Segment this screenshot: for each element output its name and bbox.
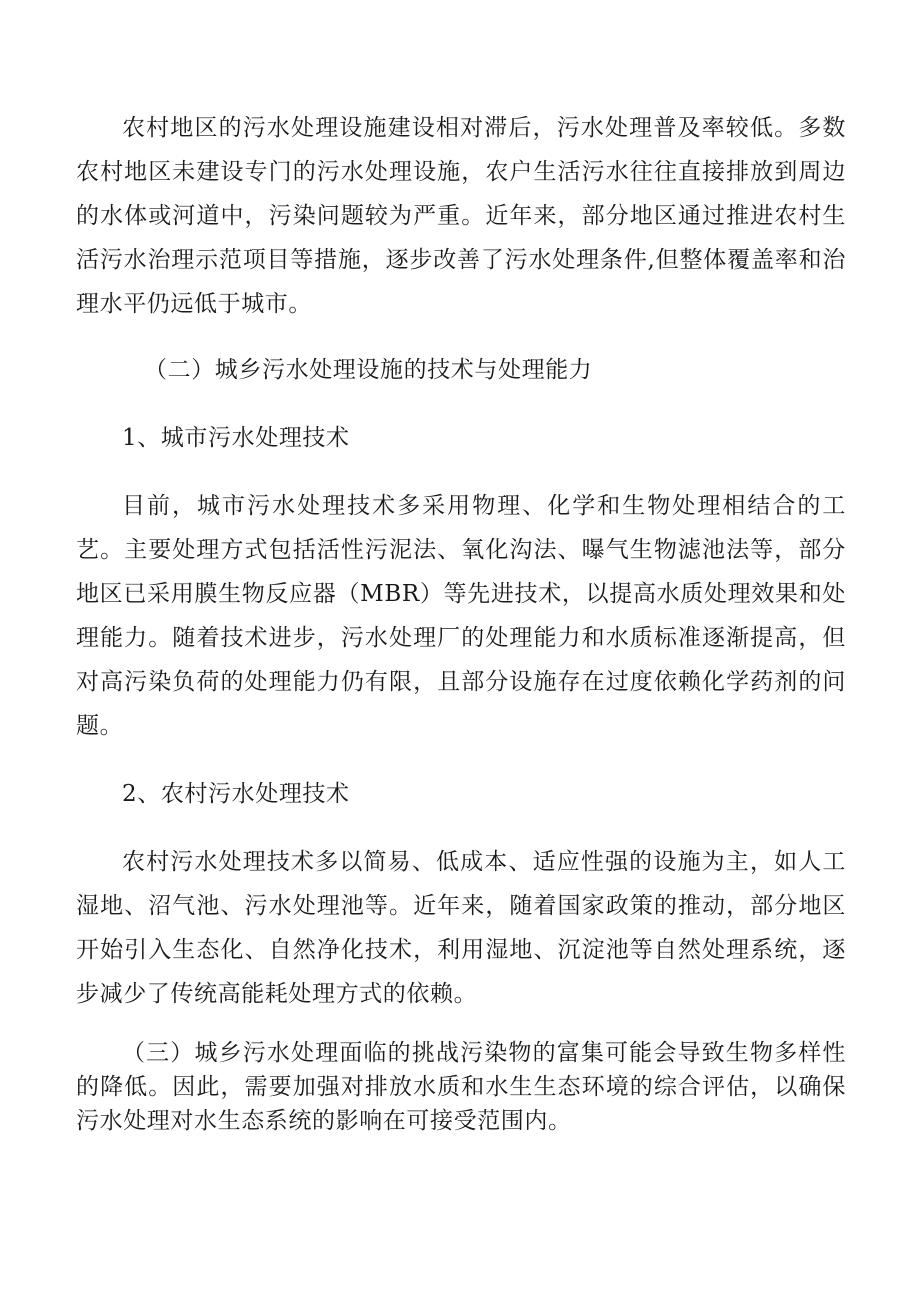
paragraph-rural-facilities: 农村地区的污水处理设施建设相对滞后，污水处理普及率较低。多数农村地区未建设专门的污水处理设施，农户生活污水往往直接排放到周边的水体或河道中，污染问题较为严重。近年来，部分地区通过推进农村生活污水治理示范项目等措施，逐步改善了污水处理条件,但整体覆盖率和治理水平仍远低于城市。 bbox=[76, 115, 846, 317]
section-heading-technology: （二）城乡污水处理设施的技术与处理能力 bbox=[144, 357, 593, 383]
paragraph-urban-technology: 目前，城市污水处理技术多采用物理、化学和生物处理相结合的工艺。主要处理方式包括活性污泥法、氧化沟法、曝气生物滤池法等，部分地区已采用膜生物反应器（MBR）等先进技术，以提高水质处理效果和处理能力。随着技术进步，污水处理厂的处理能力和水质标准逐渐提高，但对高污染负荷的处理能力仍有限，且部分设施存在过度依赖化学药剂的问题。 bbox=[76, 493, 846, 739]
paragraph-challenges: （三）城乡污水处理面临的挑战污染物的富集可能会导致生物多样性的降低。因此，需要加强对排放水质和水生生态环境的综合评估，以确保污水处理对水生态系统的影响在可接受范围内。 bbox=[76, 1040, 846, 1134]
document-page bbox=[76, 106, 846, 1138]
subsection-heading-urban: 1、城市污水处理技术 bbox=[122, 425, 350, 451]
paragraph-rural-technology: 农村污水处理技术多以简易、低成本、适应性强的设施为主，如人工湿地、沼气池、污水处理池等。近年来，随着国家政策的推动，部分地区开始引入生态化、自然净化技术，利用湿地、沉淀池等自然处理系统，逐步减少了传统高能耗处理方式的依赖。 bbox=[76, 849, 846, 1007]
subsection-heading-rural: 2、农村污水处理技术 bbox=[122, 781, 350, 807]
